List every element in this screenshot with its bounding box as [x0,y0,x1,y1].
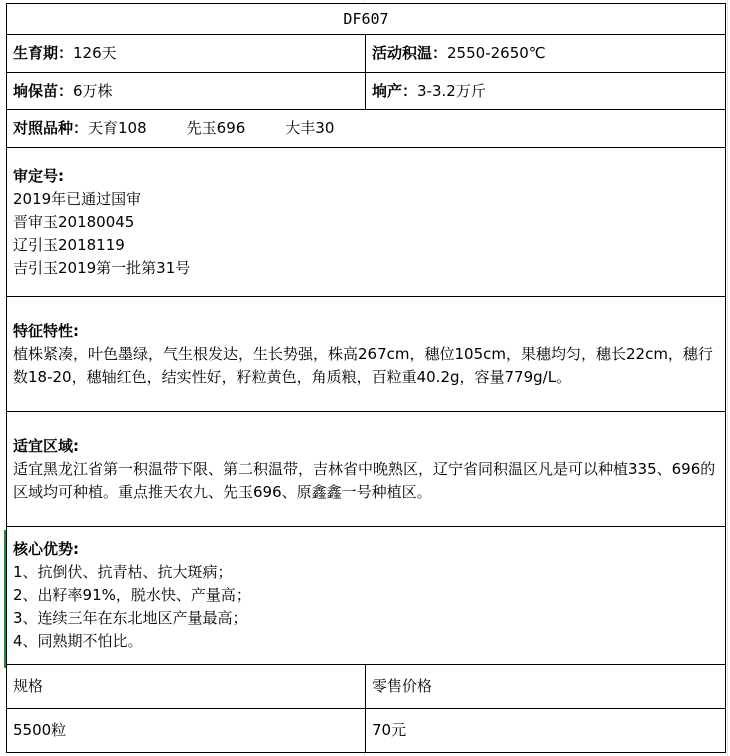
features-text: 植株紧凑，叶色墨绿，气生根发达，生长势强，株高267cm，穗位105cm，果穗均匀，穗长22cm，穗行数18-20，穗轴红色，结实性好，籽粒黄色，角质粮，百粒重40.2g，容量779g/L。 [13,344,713,386]
seedling-density-value: 6万株 [73,81,113,100]
advantage-line: 4、同熟期不怕比。 [13,632,143,650]
accumulated-temp-label: 活动积温： [372,44,448,62]
advantage-line: 1、抗倒伏、抗青枯、抗大斑病； [13,563,233,581]
growth-period-cell[interactable] [7,35,366,73]
advantage-line: 3、连续三年在东北地区产量最高； [13,609,248,627]
advantages-cell[interactable] [7,527,726,665]
seed-info-card [6,3,726,753]
seedling-density-cell[interactable] [7,73,366,110]
control-variety: 天育108 [88,119,147,137]
accumulated-temp-value: 2550-2650℃ [447,44,546,62]
advantages-label: 核心优势: [13,540,79,558]
approval-line: 晋审玉20180045 [13,212,135,231]
yield-value: 3-3.2万斤 [417,81,486,100]
control-varieties-label: 对照品种： [13,119,89,137]
price-value: 70元 [372,721,407,739]
growth-period-value: 126天 [73,44,117,62]
spec-value-cell[interactable] [7,709,366,753]
features-cell[interactable] [7,297,726,412]
region-text: 适宜黑龙江省第一积温带下限、第二积温带，吉林省中晚熟区，辽宁省同积温区凡是可以种植335、696的区域均可种植。重点推天农九、先玉696、原鑫鑫一号种植区。 [13,459,716,501]
features-label: 特征特性: [13,321,79,340]
seedling-density-label: 垧保苗： [13,81,74,100]
gridline [727,0,728,756]
yield-label: 垧产： [372,81,418,100]
region-cell[interactable] [7,412,726,527]
growth-period-label: 生育期： [13,44,74,62]
control-variety: 先玉696 [186,119,246,137]
spec-value: 5500粒 [13,721,67,739]
product-title[interactable]: DF607 [7,4,726,35]
control-varieties-cell[interactable] [7,110,726,148]
price-header: 零售价格 [372,677,433,695]
approval-line: 吉引玉2019第一批第31号 [13,258,191,277]
approval-line: 辽引玉2018119 [13,235,125,254]
control-variety: 大丰30 [285,119,335,137]
approval-line: 2019年已通过国审 [13,189,142,208]
spec-header-cell[interactable] [7,665,366,709]
yield-cell[interactable] [366,73,726,110]
accumulated-temp-cell[interactable] [366,35,726,73]
price-value-cell[interactable] [366,709,726,753]
price-header-cell[interactable] [366,665,726,709]
region-label: 适宜区域: [13,436,79,455]
approval-cell[interactable] [7,148,726,297]
spec-header: 规格 [13,677,44,695]
approval-label: 审定号: [13,166,64,185]
advantage-line: 2、出籽率91%，脱水快、产量高； [13,586,251,604]
